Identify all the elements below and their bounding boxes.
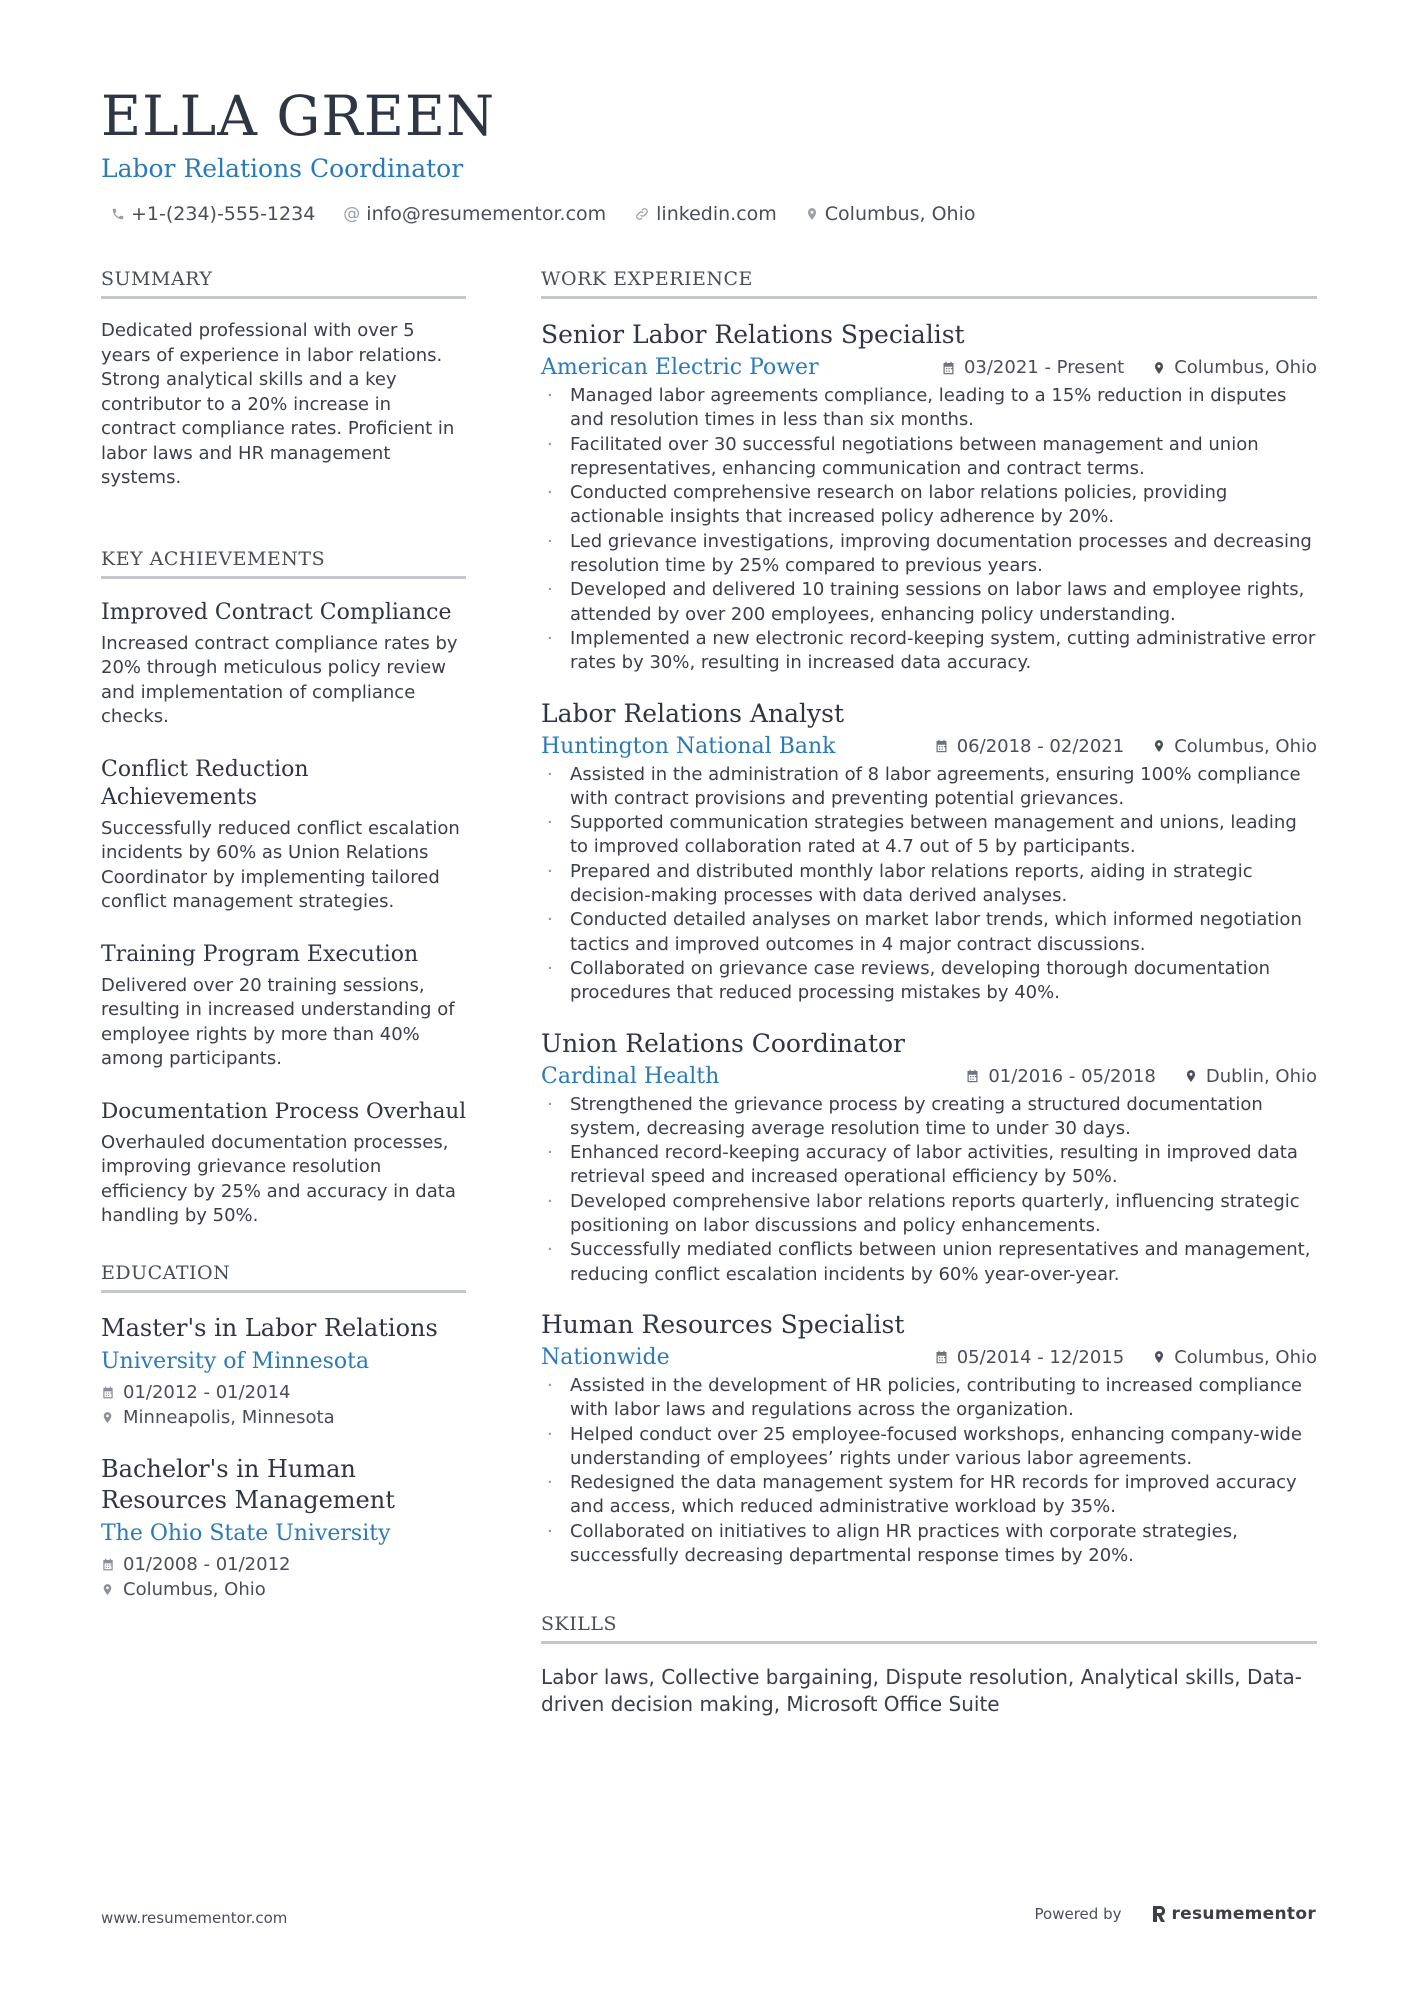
job-entry	[541, 319, 1317, 676]
education-item	[101, 1313, 466, 1430]
location-text: Minneapolis, Minnesota	[123, 1406, 335, 1428]
calendar-icon	[965, 1068, 980, 1084]
job-meta	[913, 357, 1317, 378]
summary-text: Dedicated professional with over 5 years of experience in labor relations. Strong analytical skills and a key contributor to a 20% increase in contract compliance rates. Proficient in labor laws and HR management systems.	[101, 320, 455, 488]
degree-title: Bachelor's in Human Resources Management	[101, 1454, 395, 1514]
brand-logo[interactable]	[1151, 1904, 1316, 1924]
map-pin-icon	[101, 1582, 123, 1597]
education-section	[101, 1262, 466, 1602]
map-pin-icon	[1152, 360, 1166, 376]
bullet-item: · Helped conduct over 25 employee-focused workshops, enhancing company-wide understanding of employees’ rights under various labor agreements.	[541, 1423, 1317, 1472]
job-meta	[906, 1347, 1317, 1368]
education-item	[101, 1454, 466, 1602]
achievement-text: Successfully reduced conflict escalation incidents by 60% as Union Relations Coordinator by implementing tailored conflict management strategies.	[101, 817, 460, 912]
achievement-item	[101, 756, 466, 915]
map-pin-icon	[101, 1410, 123, 1425]
bullet-item: · Successfully mediated conflicts between union representatives and management, reducing conflict escalation incidents by 60% year-over-year.	[541, 1238, 1317, 1287]
job-entry	[541, 1028, 1317, 1287]
achievement-title: Conflict Reduction Achievements	[101, 756, 309, 810]
dates-text: 01/2016 - 05/2018	[988, 1065, 1156, 1087]
bullet-item: · Managed labor agreements compliance, leading to a 15% reduction in disputes and resolution times in less than six months.	[541, 384, 1317, 433]
skills-section	[541, 1613, 1317, 1718]
footer-website[interactable]: www.resumementor.com	[101, 1909, 288, 1927]
contact-bar	[111, 203, 1321, 225]
footer-branding	[1035, 1904, 1316, 1924]
achievement-item	[101, 599, 466, 730]
bullet-item: · Led grievance investigations, improving documentation processes and decreasing resolution time by 25% compared to previous years.	[541, 530, 1317, 579]
left-column	[101, 268, 466, 1626]
job-company: Nationwide	[541, 1344, 670, 1370]
achievement-title: Improved Contract Compliance	[101, 599, 452, 625]
job-title: Human Resources Specialist	[541, 1309, 905, 1339]
dates-text: 01/2008 - 01/2012	[123, 1553, 291, 1575]
job-location	[1152, 1347, 1317, 1368]
bullet-item: · Collaborated on grievance case reviews, developing thorough documentation procedures that reduced processing mistakes by 40%.	[541, 957, 1317, 1006]
calendar-icon	[101, 1385, 123, 1400]
bullet-item: · Implemented a new electronic record-keeping system, cutting administrative error rates by 30%, resulting in increased data accuracy.	[541, 627, 1317, 676]
achievement-item	[101, 941, 466, 1072]
job-dates	[941, 357, 1124, 378]
job-title: Labor Relations Analyst	[541, 698, 845, 728]
at-icon: @	[343, 204, 361, 224]
job-meta	[906, 736, 1317, 757]
map-pin-icon	[1152, 1349, 1166, 1365]
education-dates	[101, 1380, 466, 1405]
achievement-text: Overhauled documentation processes, improving grievance resolution efficiency by 25% and accuracy in data handling by 50%.	[101, 1131, 456, 1226]
skills-heading: SKILLS	[541, 1613, 1317, 1644]
contact-linkedin[interactable]	[634, 203, 777, 225]
calendar-icon	[101, 1557, 123, 1572]
job-dates	[965, 1066, 1156, 1087]
resume-header	[101, 86, 1321, 225]
education-location	[101, 1405, 466, 1430]
school-name: The Ohio State University	[101, 1520, 391, 1546]
job-bullets	[541, 384, 1317, 676]
email-text: info@resumementor.com	[366, 203, 607, 225]
bullet-item: · Collaborated on initiatives to align HR practices with corporate strategies, successfully decreasing departmental response times by 20%.	[541, 1520, 1317, 1569]
job-location	[1152, 736, 1317, 757]
achievement-item	[101, 1098, 466, 1229]
bullet-item: · Facilitated over 30 successful negotiations between management and union representatives, enhancing communication and contract terms.	[541, 433, 1317, 482]
achievements-heading: KEY ACHIEVEMENTS	[101, 548, 466, 579]
job-bullets	[541, 1374, 1317, 1568]
job-company: American Electric Power	[541, 355, 819, 380]
job-entry	[541, 1309, 1317, 1568]
achievement-title: Documentation Process Overhaul	[101, 1098, 467, 1124]
job-info-row	[541, 1345, 1317, 1370]
powered-by-label: Powered by	[1034, 1905, 1122, 1923]
contact-email[interactable]	[343, 203, 606, 225]
dates-text: 06/2018 - 02/2021	[956, 735, 1125, 757]
bullet-item: · Strengthened the grievance process by creating a structured documentation system, decreasing average resolution time to under 30 days.	[541, 1093, 1317, 1142]
contact-phone	[111, 203, 315, 225]
phone-icon	[111, 207, 125, 221]
bullet-item: · Developed and delivered 10 training sessions on labor laws and employee rights, attended by over 200 employees, enhancing policy understanding.	[541, 578, 1317, 627]
education-location	[101, 1577, 466, 1602]
map-pin-icon	[1152, 738, 1166, 754]
dates-text: 03/2021 - Present	[963, 357, 1125, 378]
degree-title: Master's in Labor Relations	[101, 1313, 438, 1342]
job-info-row	[541, 355, 1317, 380]
bullet-item: · Developed comprehensive labor relations reports quarterly, influencing strategic positioning on labor discussions and policy enhancements.	[541, 1190, 1317, 1239]
bullet-item: · Prepared and distributed monthly labor relations reports, aiding in strategic decision-making processes with data derived analyses.	[541, 860, 1317, 909]
contact-location	[805, 203, 976, 225]
achievements-section	[101, 548, 466, 1229]
location-text: Columbus, Ohio	[1174, 735, 1317, 757]
school-name: University of Minnesota	[101, 1348, 370, 1374]
education-heading: EDUCATION	[101, 1262, 466, 1293]
bullet-item: · Supported communication strategies between management and unions, leading to improved collaboration rated at 4.7 out of 5 by participants.	[541, 811, 1317, 860]
achievement-text: Delivered over 20 training sessions, resulting in increased understanding of employee rights by more than 40% among participants.	[101, 974, 455, 1069]
bullet-item: · Assisted in the development of HR policies, contributing to increased compliance with labor laws and regulations across the organization.	[541, 1374, 1317, 1423]
job-company: Cardinal Health	[541, 1063, 720, 1089]
job-info-row	[541, 734, 1317, 759]
right-column	[541, 268, 1317, 1718]
achievement-text: Increased contract compliance rates by 20% through meticulous policy review and implementation of compliance checks.	[101, 632, 458, 727]
bullet-item: · Redesigned the data management system for HR records for improved accuracy and access, which reduced administrative workload by 35%.	[541, 1471, 1317, 1520]
brand-name: resumementor	[1171, 1904, 1316, 1924]
link-icon	[634, 206, 650, 222]
education-dates	[101, 1552, 466, 1577]
job-company: Huntington National Bank	[541, 733, 836, 759]
map-pin-icon	[1184, 1068, 1198, 1084]
bullet-item: · Conducted detailed analyses on market labor trends, which informed negotiation tactics and improved outcomes in 4 major contract discussions.	[541, 908, 1317, 957]
candidate-role: Labor Relations Coordinator	[101, 154, 464, 183]
job-entry	[541, 698, 1317, 1006]
dates-text: 05/2014 - 12/2015	[956, 1346, 1125, 1368]
job-dates	[934, 736, 1125, 757]
achievement-title: Training Program Execution	[101, 941, 419, 967]
resumementor-logo-icon	[1151, 1905, 1167, 1923]
map-pin-icon	[805, 206, 819, 222]
bullet-item: · Conducted comprehensive research on labor relations policies, providing actionable insights that increased policy adherence by 20%.	[541, 481, 1317, 530]
job-bullets	[541, 1093, 1317, 1287]
phone-text: +1-(234)-555-1234	[131, 203, 316, 225]
job-title: Union Relations Coordinator	[541, 1028, 905, 1058]
bullet-item: · Enhanced record-keeping accuracy of labor activities, resulting in improved data retrieval speed and increased operational efficiency by 50%.	[541, 1141, 1317, 1190]
job-info-row	[541, 1064, 1317, 1089]
linkedin-text: linkedin.com	[656, 203, 777, 225]
location-text: Dublin, Ohio	[1205, 1065, 1317, 1087]
location-text: Columbus, Ohio	[1174, 357, 1317, 378]
dates-text: 01/2012 - 01/2014	[123, 1381, 291, 1403]
location-text: Columbus, Ohio	[123, 1578, 266, 1600]
summary-section	[101, 268, 466, 491]
location-text: Columbus, Ohio	[824, 203, 976, 225]
job-dates	[934, 1347, 1125, 1368]
job-location	[1152, 357, 1317, 378]
job-location	[1184, 1066, 1317, 1087]
bullet-item: · Assisted in the administration of 8 labor agreements, ensuring 100% compliance with contract provisions and preventing potential grievances.	[541, 763, 1317, 812]
calendar-icon	[934, 738, 949, 754]
job-title: Senior Labor Relations Specialist	[541, 320, 965, 349]
skills-text: Labor laws, Collective bargaining, Dispute resolution, Analytical skills, Data-driven decision making, Microsoft Office Suite	[541, 1665, 1302, 1717]
calendar-icon	[934, 1349, 949, 1365]
calendar-icon	[941, 360, 956, 376]
job-bullets	[541, 763, 1317, 1006]
experience-heading: WORK EXPERIENCE	[541, 268, 1317, 299]
candidate-name: ELLA GREEN	[101, 84, 496, 148]
job-meta	[937, 1066, 1317, 1087]
summary-heading: SUMMARY	[101, 268, 466, 299]
location-text: Columbus, Ohio	[1174, 1346, 1317, 1368]
